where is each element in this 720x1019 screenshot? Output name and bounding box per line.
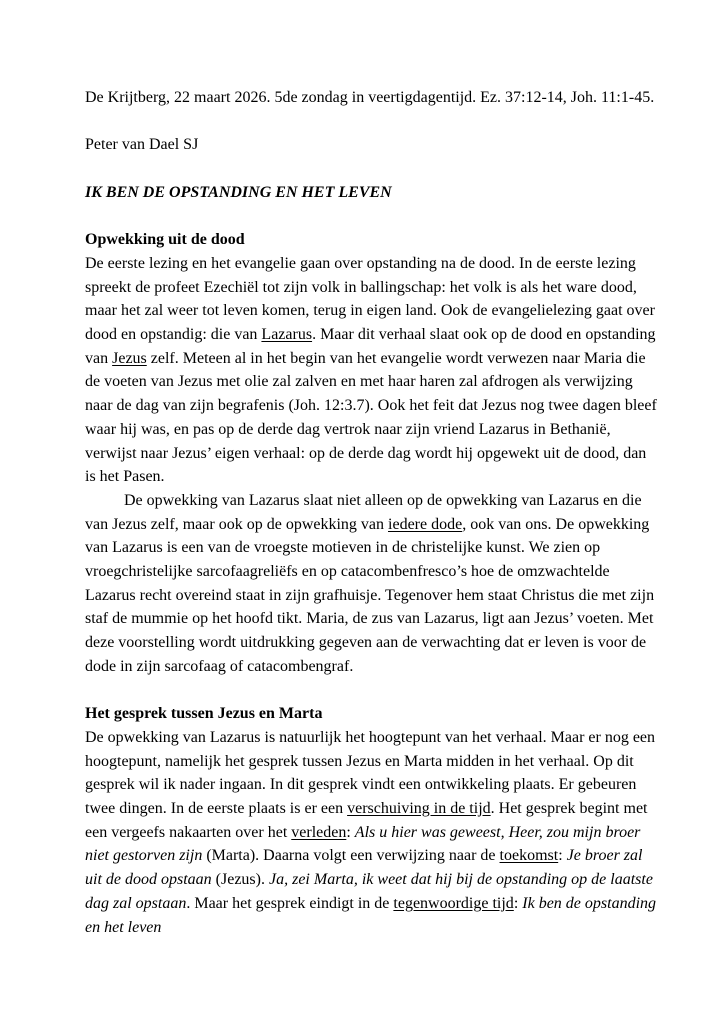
spacer bbox=[85, 679, 660, 703]
underlined-text: verleden bbox=[291, 823, 347, 841]
intro-line: De Krijtberg, 22 maart 2026. 5de zondag in veertigdagentijd. Ez. 37:12-14, Joh. 11:1-45. bbox=[85, 89, 655, 106]
text-run: . Maar dit verhaal slaat ook op de dood en opstanding van bbox=[85, 325, 656, 367]
text-run: De opwekking van Lazarus slaat niet alleen op de opwekking van Lazarus en die van Jezus zelf, maar ook op de opwekking van bbox=[85, 491, 642, 533]
underlined-text: verschuiving in de tijd bbox=[347, 800, 491, 818]
text-run: zelf. Meteen al in het begin van het evangelie wordt verwezen naar Maria die de voeten van Jezus met olie zal zalven en met haar haren zal afdrogen als verwijzing naar de dag van zijn begrafenis (Joh. 12:3.7). Ook het feit dat Jezus nog twee dagen bleef waar hij was, en pas op de derde dag vertrok naar zijn vriend Lazarus in Bethanië, verwijst naar Jezus’ eigen verhaal: op de derde dag wordt hij opgewekt uit de dood, dan is het Pasen. bbox=[85, 349, 657, 486]
text-run: : bbox=[558, 847, 567, 865]
italic-quote: Ik ben de opstanding en het leven bbox=[85, 894, 657, 936]
italic-quote: Ja, zei Marta, ik weet dat hij bij de opstanding op de laatste dag zal opstaan bbox=[85, 871, 653, 912]
spacer bbox=[85, 157, 660, 181]
spacer bbox=[85, 204, 660, 228]
paragraph bbox=[85, 252, 660, 489]
text-run: , ook van ons. De opwekking van Lazarus is een van de vroegste motieven in de christelijke kunst. We zien op vroegchristelijke sarcofaagreliëfs en op catacombenfresco’s hoe de omzwachtelde Lazarus recht overeind staat in zijn grafhuisje. Tegenover hem staat Christus die met zijn staf de mummie op het hoofd tikt. Maria, de zus van Lazarus, ligt aan Jezus’ voeten. Met deze voorstelling wordt uitdrukking gegeven aan de verwachting dat er leven is voor de dode in zijn sarcofaag of catacombengraf. bbox=[85, 515, 655, 675]
text-run: De eerste lezing en het evangelie gaan over opstanding na de dood. In de eerste lezing spreekt de profeet Ezechiël tot zijn volk in ballingschap: het volk is als het ware dood, maar het zal weer tot leven komen, terug in eigen land. Ook de evangelielezing gaat over dood en opstandig: die van bbox=[85, 254, 655, 343]
author-line: Peter van Dael SJ bbox=[85, 136, 199, 154]
text-run: (Jezus). bbox=[211, 871, 269, 889]
document-title: IK BEN DE OPSTANDING EN HET LEVEN bbox=[85, 183, 392, 201]
spacer bbox=[85, 110, 660, 134]
paragraph bbox=[85, 726, 660, 939]
underlined-text: toekomst bbox=[499, 847, 559, 865]
italic-quote: Als u hier was geweest, Heer, zou mijn broer niet gestorven zijn bbox=[85, 823, 641, 865]
text-run: De opwekking van Lazarus is natuurlijk het hoogtepunt van het verhaal. Maar er nog een hoogtepunt, namelijk het gesprek tussen Jezus en Marta midden in het verhaal. Op dit gesprek wil ik nader ingaan. In dit gesprek vindt een ontwikkeling plaats. Er gebeuren twee dingen. In de eerste plaats is er een bbox=[85, 728, 656, 818]
underlined-text: tegenwoordige tijd bbox=[393, 894, 514, 912]
section-heading: Opwekking uit de dood bbox=[85, 231, 245, 249]
section-heading: Het gesprek tussen Jezus en Marta bbox=[85, 705, 323, 723]
underlined-text: Lazarus bbox=[261, 325, 313, 343]
text-run: . Maar het gesprek eindigt in de bbox=[186, 894, 394, 912]
italic-quote: Je broer zal uit de dood opstaan bbox=[85, 847, 643, 889]
text-run: . Het gesprek begint met een vergeefs nakaarten over het bbox=[85, 800, 648, 841]
paragraph bbox=[85, 489, 660, 679]
text-run: : bbox=[346, 823, 355, 841]
underlined-text: iedere dode bbox=[388, 515, 463, 533]
underlined-text: Jezus bbox=[112, 349, 147, 367]
text-run: (Marta). Daarna volgt een verwijzing naar de bbox=[202, 847, 500, 865]
text-run: : bbox=[513, 894, 523, 912]
